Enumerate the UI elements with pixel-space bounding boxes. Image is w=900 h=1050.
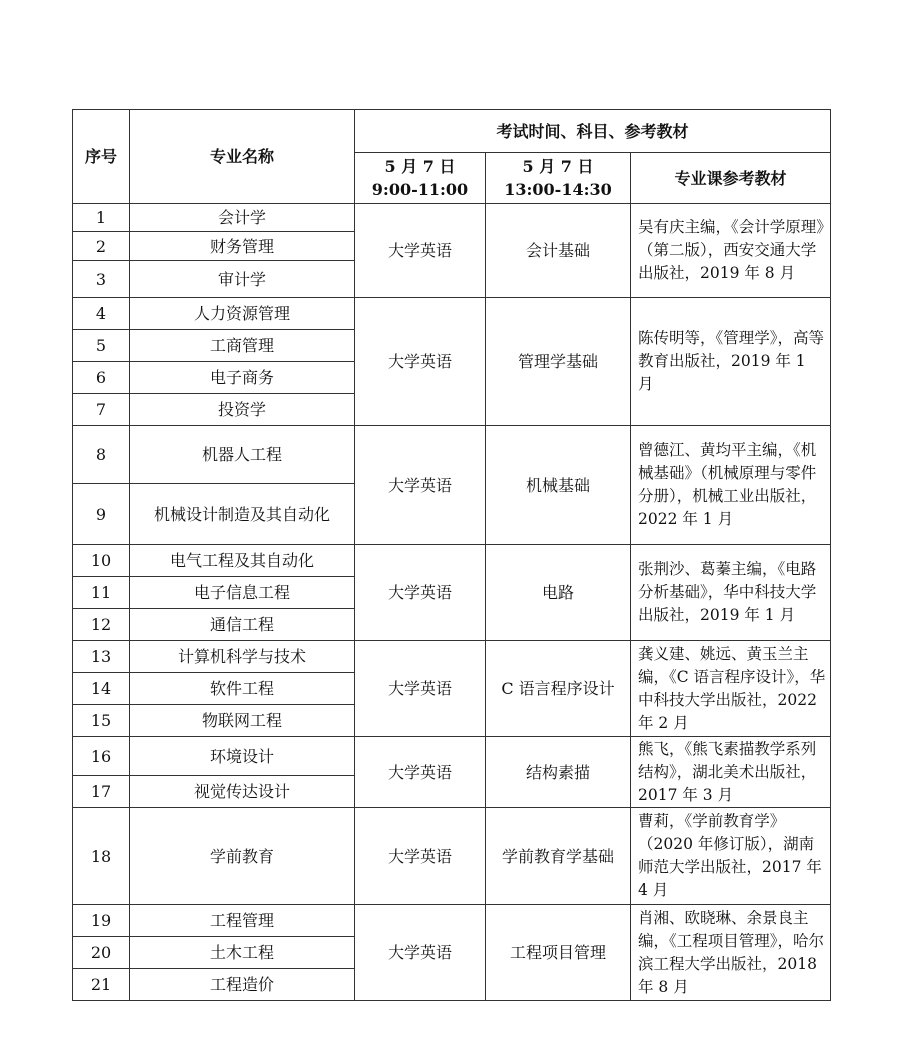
- header-slot2-date: 5 月 7 日: [522, 157, 594, 176]
- header-exam-group: 考试时间、科目、参考教材: [355, 110, 831, 153]
- reference-textbook: 张荆沙、葛蓁主编，《电路分析基础》，华中科技大学出版社，2019 年 1 月: [631, 545, 831, 641]
- major-name: 人力资源管理: [130, 298, 355, 330]
- table-row: [73, 426, 831, 484]
- major-name: 通信工程: [130, 609, 355, 641]
- major-name: 软件工程: [130, 673, 355, 705]
- row-number: 18: [73, 808, 130, 905]
- major-name: 电子信息工程: [130, 577, 355, 609]
- header-row-1: [73, 110, 831, 153]
- table-row: [73, 905, 831, 937]
- header-textbook: 专业课参考教材: [631, 153, 831, 204]
- row-number: 4: [73, 298, 130, 330]
- exam-schedule-table: [72, 109, 831, 1001]
- major-name: 视觉传达设计: [130, 776, 355, 808]
- row-number: 20: [73, 937, 130, 969]
- afternoon-subject: 工程项目管理: [486, 905, 631, 1001]
- major-name: 计算机科学与技术: [130, 641, 355, 673]
- row-number: 3: [73, 261, 130, 298]
- morning-subject: 大学英语: [355, 204, 486, 298]
- afternoon-subject: 管理学基础: [486, 298, 631, 426]
- table-row: [73, 737, 831, 776]
- morning-subject: 大学英语: [355, 808, 486, 905]
- row-number: 7: [73, 394, 130, 426]
- row-number: 2: [73, 232, 130, 261]
- header-slot2: [486, 153, 631, 204]
- table-row: [73, 641, 831, 673]
- header-slot1: [355, 153, 486, 204]
- major-name: 环境设计: [130, 737, 355, 776]
- afternoon-subject: 会计基础: [486, 204, 631, 298]
- major-name: 财务管理: [130, 232, 355, 261]
- major-name: 投资学: [130, 394, 355, 426]
- row-number: 14: [73, 673, 130, 705]
- header-major: 专业名称: [130, 110, 355, 204]
- table-row: [73, 545, 831, 577]
- morning-subject: 大学英语: [355, 426, 486, 545]
- header-slot1-date: 5 月 7 日: [384, 157, 456, 176]
- reference-textbook: 肖湘、欧晓琳、余景良主编，《工程项目管理》，哈尔滨工程大学出版社，2018 年 8 月: [631, 905, 831, 1001]
- afternoon-subject: 电路: [486, 545, 631, 641]
- major-name: 学前教育: [130, 808, 355, 905]
- row-number: 1: [73, 204, 130, 232]
- major-name: 工程管理: [130, 905, 355, 937]
- reference-textbook: 龚义建、姚远、黄玉兰主编，《C 语言程序设计》，华中科技大学出版社，2022 年 2 月: [631, 641, 831, 737]
- reference-textbook: 吴有庆主编，《会计学原理》（第二版），西安交通大学出版社，2019 年 8 月: [631, 204, 831, 298]
- morning-subject: 大学英语: [355, 737, 486, 808]
- row-number: 5: [73, 330, 130, 362]
- header-slot2-time: 13:00-14:30: [504, 180, 612, 199]
- major-name: 工程造价: [130, 969, 355, 1001]
- reference-textbook: 熊飞，《熊飞素描教学系列结构》，湖北美术出版社，2017 年 3 月: [631, 737, 831, 808]
- row-number: 10: [73, 545, 130, 577]
- header-seq: 序号: [73, 110, 130, 204]
- row-number: 16: [73, 737, 130, 776]
- row-number: 19: [73, 905, 130, 937]
- reference-textbook: 曾德江、黄均平主编，《机械基础》（机械原理与零件分册），机械工业出版社，2022 年 1 月: [631, 426, 831, 545]
- morning-subject: 大学英语: [355, 545, 486, 641]
- row-number: 15: [73, 705, 130, 737]
- afternoon-subject: 学前教育学基础: [486, 808, 631, 905]
- reference-textbook: 陈传明等，《管理学》，高等教育出版社，2019 年 1 月: [631, 298, 831, 426]
- afternoon-subject: C 语言程序设计: [486, 641, 631, 737]
- row-number: 9: [73, 484, 130, 545]
- major-name: 审计学: [130, 261, 355, 298]
- table-row: [73, 204, 831, 232]
- major-name: 机器人工程: [130, 426, 355, 484]
- header-slot1-time: 9:00-11:00: [371, 180, 469, 199]
- row-number: 13: [73, 641, 130, 673]
- major-name: 工商管理: [130, 330, 355, 362]
- major-name: 物联网工程: [130, 705, 355, 737]
- major-name: 电子商务: [130, 362, 355, 394]
- morning-subject: 大学英语: [355, 905, 486, 1001]
- table-row: [73, 298, 831, 330]
- major-name: 会计学: [130, 204, 355, 232]
- afternoon-subject: 结构素描: [486, 737, 631, 808]
- morning-subject: 大学英语: [355, 298, 486, 426]
- major-name: 机械设计制造及其自动化: [130, 484, 355, 545]
- table-row: [73, 808, 831, 905]
- row-number: 12: [73, 609, 130, 641]
- morning-subject: 大学英语: [355, 641, 486, 737]
- reference-textbook: 曹莉，《学前教育学》（2020 年修订版），湖南师范大学出版社，2017 年 4 月: [631, 808, 831, 905]
- row-number: 17: [73, 776, 130, 808]
- major-name: 土木工程: [130, 937, 355, 969]
- row-number: 8: [73, 426, 130, 484]
- row-number: 21: [73, 969, 130, 1001]
- major-name: 电气工程及其自动化: [130, 545, 355, 577]
- row-number: 6: [73, 362, 130, 394]
- row-number: 11: [73, 577, 130, 609]
- afternoon-subject: 机械基础: [486, 426, 631, 545]
